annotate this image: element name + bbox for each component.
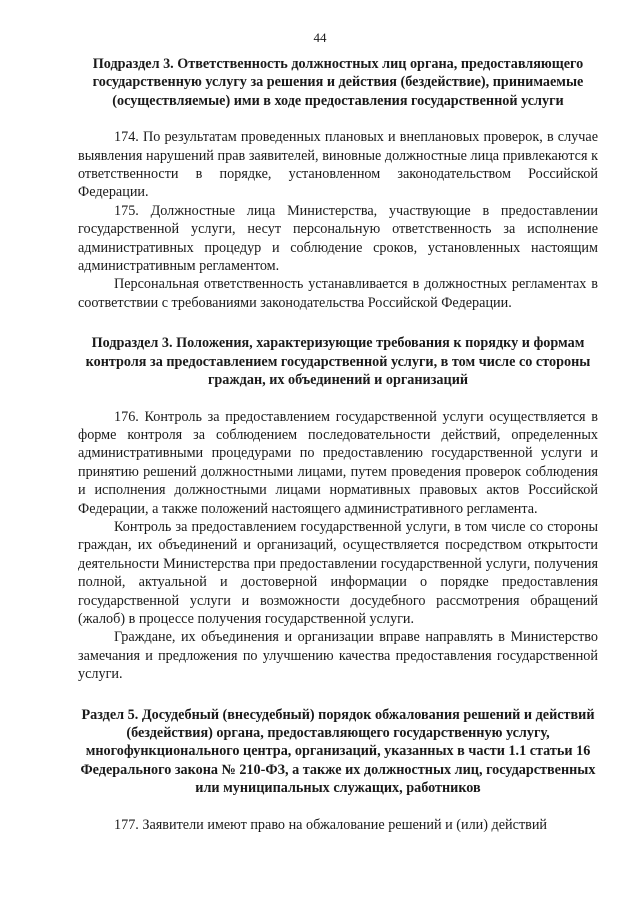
section-heading-control: Подраздел 3. Положения, характеризующие требования к порядку и формам контроля за предоставлением государственной услуги, в том числе со стороны граждан, их объединений и организаций <box>85 335 591 389</box>
paragraph-174: 174. По результатам проведенных плановых и внеплановых проверок, в случае выявления нарушений прав заявителей, виновные должностные лица привлекаются к ответственности в порядке, установленном законодательством Российской Федерации. <box>78 129 598 201</box>
paragraph-public-control: Контроль за предоставлением государственной услуги, в том числе со стороны граждан, их объединений и организаций, осуществляется посредством открытости деятельности Министерства при предоставлении государственной услуги, получения полной, актуальной и достоверной информации о порядке предоставления государственной услуги и возможности досудебного рассмотрения обращений (жалоб) в процессе получения государственной услуги. <box>78 518 598 627</box>
paragraph-personal-responsibility: Персональная ответственность устанавливается в должностных регламентах в соответствии с требованиями законодательства Российской Федерации. <box>78 276 598 311</box>
paragraph-176: 176. Контроль за предоставлением государственной услуги осуществляется в форме контроля за соблюдением последовательности действий, определенных административными процедурами по предоставлению государственной услуги и принятию решений должностными лицами, путем проведения проверок соблюдения и исполнения должностными лицами нормативных правовых актов Российской Федерации, а также положений настоящего административного регламента. <box>78 408 598 517</box>
paragraph-citizens-proposals: Граждане, их объединения и организации вправе направлять в Министерство замечания и предложения по улучшению качества предоставления государственной услуги. <box>78 629 598 683</box>
section-heading-responsibility: Подраздел 3. Ответственность должностных лиц органа, предоставляющего государственную услугу за решения и действия (бездействие), принимаемые (осуществляемые) ими в ходе предоставления государственной услуги <box>92 56 584 109</box>
paragraph-177: 177. Заявители имеют право на обжалование решений и (или) действий <box>114 816 548 833</box>
document-body <box>78 55 598 834</box>
page-number: 44 <box>313 30 327 45</box>
section-heading-appeal: Раздел 5. Досудебный (внесудебный) порядок обжалования решений и действий (бездействия) органа, предоставляющего государственную услугу, многофункционального центра, организаций, указанных в части 1.1 статьи 16 Федерального закона № 210-ФЗ, а также их должностных лиц, государственных или муниципальных служащих, работников <box>80 706 596 797</box>
paragraph-175: 175. Должностные лица Министерства, участвующие в предоставлении государственной услуги, несут персональную ответственность за исполнение административных процедур и соблюдение сроков, установленных настоящим административным регламентом. <box>78 202 598 275</box>
